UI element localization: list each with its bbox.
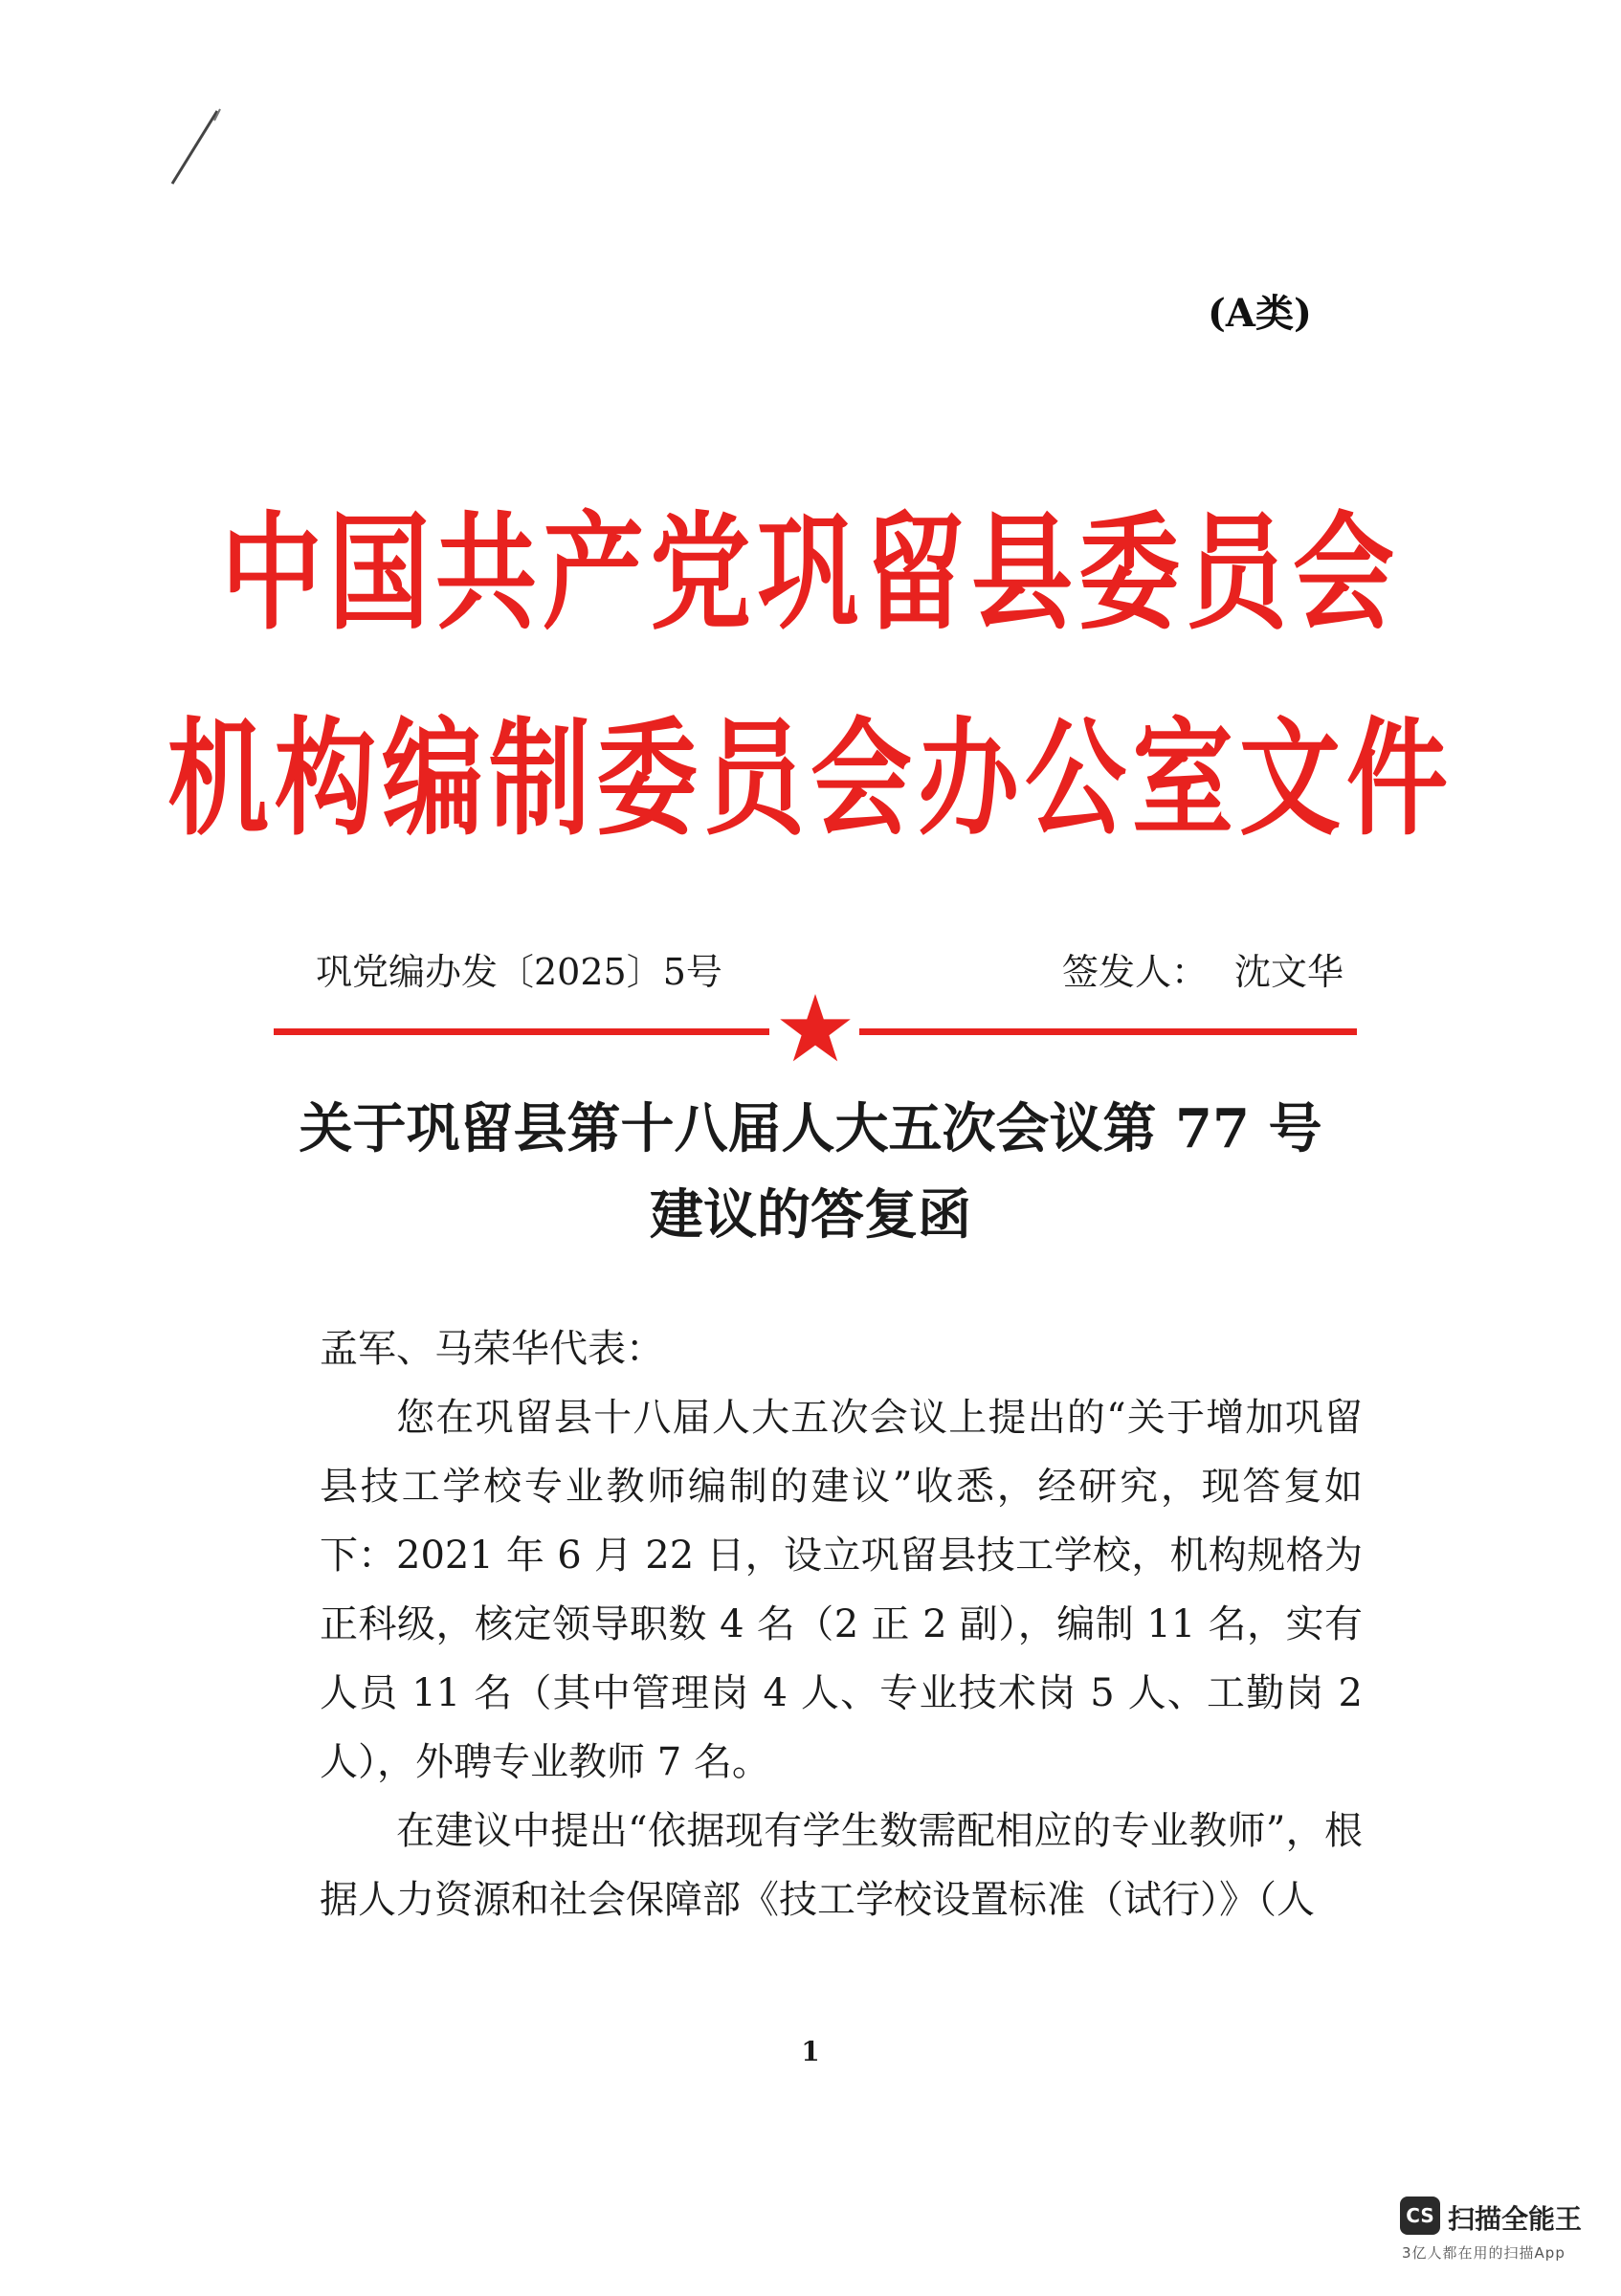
red-separator-right: [859, 1028, 1357, 1035]
header-title-line2: 机构编制委员会办公室文件: [167, 705, 1454, 853]
issuer-label: 签发人：: [1062, 951, 1209, 993]
document-title-line2: 建议的答复函: [650, 1183, 971, 1247]
red-star-icon: [777, 990, 854, 1067]
scanner-watermark: [1400, 2195, 1591, 2271]
scanner-app-name: 扫描全能王: [1448, 2203, 1583, 2235]
document-title-line1: 关于巩留县第十八届人大五次会议第 77 号: [299, 1097, 1322, 1160]
header-title-line1: 中国共产党巩留县委员会: [221, 499, 1400, 648]
body-paragraph: 您在巩留县十八届人大五次会议上提出的“关于增加巩留县技工学校专业教师编制的建议”收悉，经研究，现答复如下：: [320, 1396, 1363, 1578]
staple-mark: [165, 107, 232, 193]
document-number: 巩党编办发〔2025〕5号: [316, 951, 722, 993]
classification-label: (A类): [1208, 291, 1312, 336]
body-paragraph: 2021 年 6 月 22 日，设立巩留县技工学校，机构规格为正科级，核定领导职数 4 名（2 正 2 副），编制 11 名，实有人员 11 名（其中管理岗 4 人、专业技术岗 5 人、工勤岗 2 人），外聘专业教师 7 名。: [320, 1534, 1363, 1784]
camscanner-logo-icon: CS: [1400, 2197, 1440, 2235]
red-separator-left: [274, 1028, 769, 1035]
scanner-tagline: 3亿人都在用的扫描App: [1402, 2244, 1565, 2262]
issuer-name: 沈文华: [1234, 951, 1344, 993]
body-paragraph: 在建议中提出“依据现有学生数需配相应的专业教师”，根据人力资源和社会保障部《技工学校设置标准（试行）》（人: [320, 1809, 1363, 1922]
salutation: 孟军、马荣华代表：: [320, 1327, 664, 1371]
page-number: 1: [801, 2036, 820, 2067]
